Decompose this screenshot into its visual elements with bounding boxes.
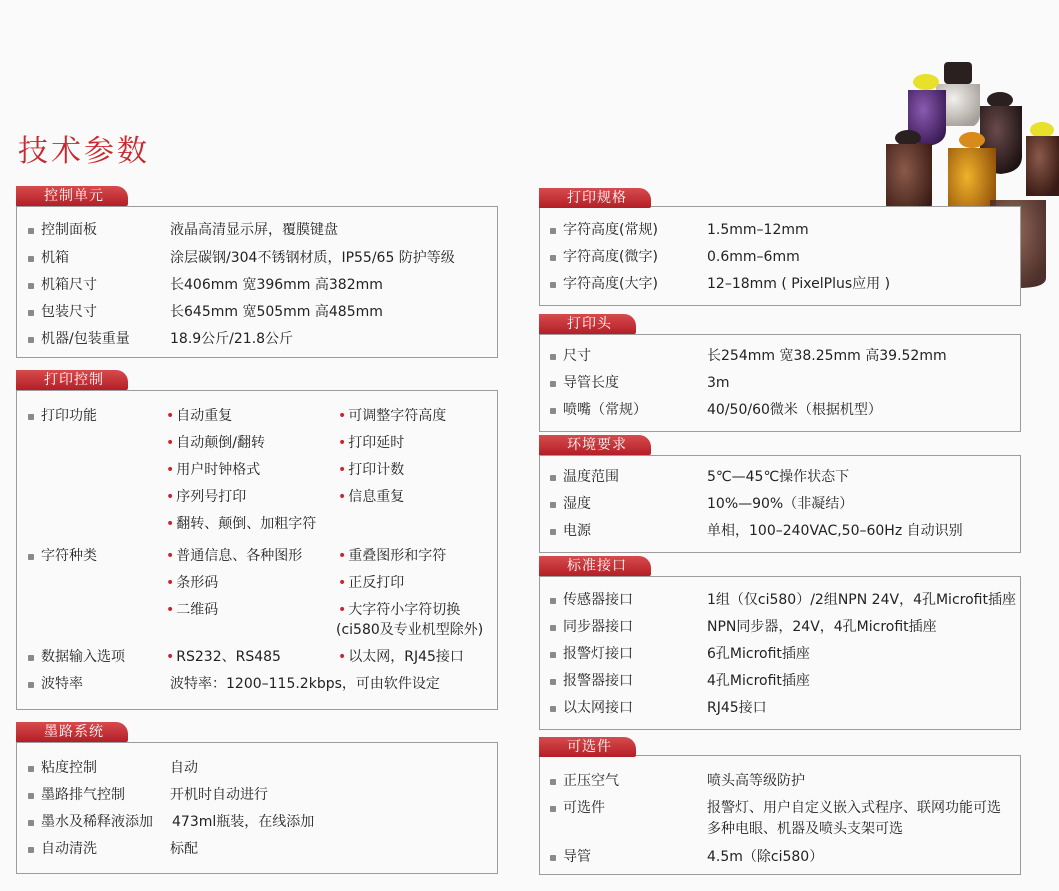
bullet-icon — [28, 820, 34, 826]
spec-value: RJ45接口 — [707, 700, 767, 716]
bullet-icon — [550, 354, 556, 360]
spec-label: 报警器接口 — [563, 673, 633, 689]
section-header: 可选件 — [539, 737, 636, 757]
bullet-icon — [550, 855, 556, 861]
bullet-icon — [28, 283, 34, 289]
spec-label: 字符高度(常规) — [563, 222, 658, 238]
bullet-icon — [550, 408, 556, 414]
spec-label: 控制面板 — [41, 222, 97, 238]
feature-item: • RS232、RS485 — [166, 649, 281, 665]
spec-value: 喷头高等级防护 — [707, 773, 805, 789]
bullet-icon — [28, 228, 34, 234]
section-header: 标准接口 — [539, 556, 651, 576]
section-header: 打印控制 — [16, 370, 128, 390]
spec-label: 机箱 — [41, 250, 69, 266]
spec-value: 长406mm 宽396mm 高382mm — [170, 277, 383, 293]
bullet-icon — [550, 502, 556, 508]
feature-item: • 自动颠倒/翻转 — [166, 435, 265, 451]
spec-value: 长254mm 宽38.25mm 高39.52mm — [707, 348, 947, 364]
bullet-icon — [28, 414, 34, 420]
bullet-icon — [28, 256, 34, 262]
spec-label: 同步器接口 — [563, 619, 633, 635]
feature-item: • 正反打印 — [338, 575, 405, 591]
feature-item: • 大字符小字符切换 — [338, 602, 461, 618]
spec-value: 涂层碳钢/304不锈钢材质，IP55/65 防护等级 — [170, 250, 455, 266]
bullet-icon — [550, 529, 556, 535]
spec-label: 字符高度(微字) — [563, 249, 658, 265]
feature-item: • 打印延时 — [338, 435, 405, 451]
spec-value: 10%—90%（非凝结） — [707, 496, 854, 512]
spec-label: 机箱尺寸 — [41, 277, 97, 293]
spec-value: 波特率：1200–115.2kbps，可由软件设定 — [170, 676, 440, 692]
bullet-icon — [550, 475, 556, 481]
spec-value: 3m — [707, 375, 730, 391]
spec-label: 报警灯接口 — [563, 646, 633, 662]
spec-label: 温度范围 — [563, 469, 619, 485]
section-header: 打印规格 — [539, 188, 651, 208]
spec-value: 液晶高清显示屏，覆膜键盘 — [170, 222, 338, 238]
spec-value: 40/50/60微米（根据机型） — [707, 402, 882, 418]
spec-value: 5℃—45℃操作状态下 — [707, 469, 850, 485]
feature-item: • 用户时钟格式 — [166, 462, 261, 478]
spec-label: 正压空气 — [563, 773, 619, 789]
feature-item: • 打印计数 — [338, 462, 405, 478]
bullet-icon — [550, 679, 556, 685]
spec-value: 18.9公斤/21.8公斤 — [170, 331, 294, 347]
spec-value: 0.6mm–6mm — [707, 249, 800, 265]
bullet-icon — [28, 655, 34, 661]
feature-item: • 信息重复 — [338, 489, 405, 505]
feature-item: • 二维码 — [166, 602, 219, 618]
bullet-icon — [550, 255, 556, 261]
feature-item: • 自动重复 — [166, 408, 233, 424]
spec-value: 4.5m（除ci580） — [707, 849, 824, 865]
spec-value: 标配 — [170, 841, 198, 857]
bullet-icon — [550, 625, 556, 631]
feature-item: • 翻转、颠倒、加粗字符 — [166, 516, 317, 532]
spec-label: 墨水及稀释液添加 — [41, 814, 153, 830]
spec-value: 自动 — [170, 760, 198, 776]
spec-label: 尺寸 — [563, 348, 591, 364]
spec-label: 可选件 — [563, 800, 605, 816]
feature-note: (ci580及专业机型除外) — [336, 622, 484, 638]
feature-item: • 可调整字符高度 — [338, 408, 447, 424]
spec-label: 字符高度(大字) — [563, 276, 658, 292]
feature-item: • 以太网，RJ45接口 — [338, 649, 464, 665]
spec-label: 湿度 — [563, 496, 591, 512]
spec-value: 开机时自动进行 — [170, 787, 268, 803]
spec-value: 1.5mm–12mm — [707, 222, 809, 238]
spec-label: 传感器接口 — [563, 592, 633, 608]
spec-value: 1组（仅ci580）/2组NPN 24V，4孔Microfit插座 — [707, 592, 1016, 608]
bullet-icon — [550, 228, 556, 234]
spec-label: 包装尺寸 — [41, 304, 97, 320]
spec-label: 电源 — [563, 523, 591, 539]
spec-label: 打印功能 — [41, 408, 97, 424]
bullet-icon — [28, 682, 34, 688]
feature-item: • 条形码 — [166, 575, 219, 591]
spec-label: 自动清洗 — [41, 841, 97, 857]
bullet-icon — [550, 652, 556, 658]
spec-label: 数据输入选项 — [41, 649, 125, 665]
bullet-icon — [28, 766, 34, 772]
spec-label: 波特率 — [41, 676, 83, 692]
section-header: 打印头 — [539, 314, 636, 334]
spec-label: 粘度控制 — [41, 760, 97, 776]
spec-value: NPN同步器，24V，4孔Microfit插座 — [707, 619, 937, 635]
bullet-icon — [550, 381, 556, 387]
section-header: 环境要求 — [539, 435, 651, 455]
bullet-icon — [28, 310, 34, 316]
section-header: 控制单元 — [16, 186, 128, 206]
spec-value: 报警灯、用户自定义嵌入式程序、联网功能可选 — [707, 800, 1001, 816]
spec-value: 长645mm 宽505mm 高485mm — [170, 304, 383, 320]
bullet-icon — [550, 598, 556, 604]
bullet-icon — [550, 779, 556, 785]
spec-label: 以太网接口 — [563, 700, 633, 716]
bullet-icon — [28, 337, 34, 343]
spec-value: 473ml瓶装，在线添加 — [172, 814, 315, 830]
spec-value: 6孔Microfit插座 — [707, 646, 810, 662]
spec-value: 多种电眼、机器及喷头支架可选 — [707, 821, 903, 837]
spec-label: 导管 — [563, 849, 591, 865]
section-header: 墨路系统 — [16, 722, 128, 742]
spec-label: 墨路排气控制 — [41, 787, 125, 803]
bullet-icon — [28, 793, 34, 799]
feature-item: • 序列号打印 — [166, 489, 247, 505]
spec-label: 字符种类 — [41, 548, 97, 564]
spec-label: 喷嘴（常规） — [563, 402, 647, 418]
spec-value: 4孔Microfit插座 — [707, 673, 810, 689]
spec-value: 12–18mm ( PixelPlus应用 ) — [707, 276, 891, 292]
feature-item: • 普通信息、各种图形 — [166, 548, 303, 564]
page-title: 技术参数 — [18, 134, 150, 170]
bullet-icon — [550, 282, 556, 288]
bullet-icon — [28, 847, 34, 853]
bullet-icon — [550, 806, 556, 812]
feature-item: • 重叠图形和字符 — [338, 548, 447, 564]
spec-label: 导管长度 — [563, 375, 619, 391]
spec-label: 机器/包装重量 — [41, 331, 130, 347]
spec-value: 单相，100–240VAC,50–60Hz 自动识别 — [707, 523, 963, 539]
bullet-icon — [550, 706, 556, 712]
bullet-icon — [28, 554, 34, 560]
